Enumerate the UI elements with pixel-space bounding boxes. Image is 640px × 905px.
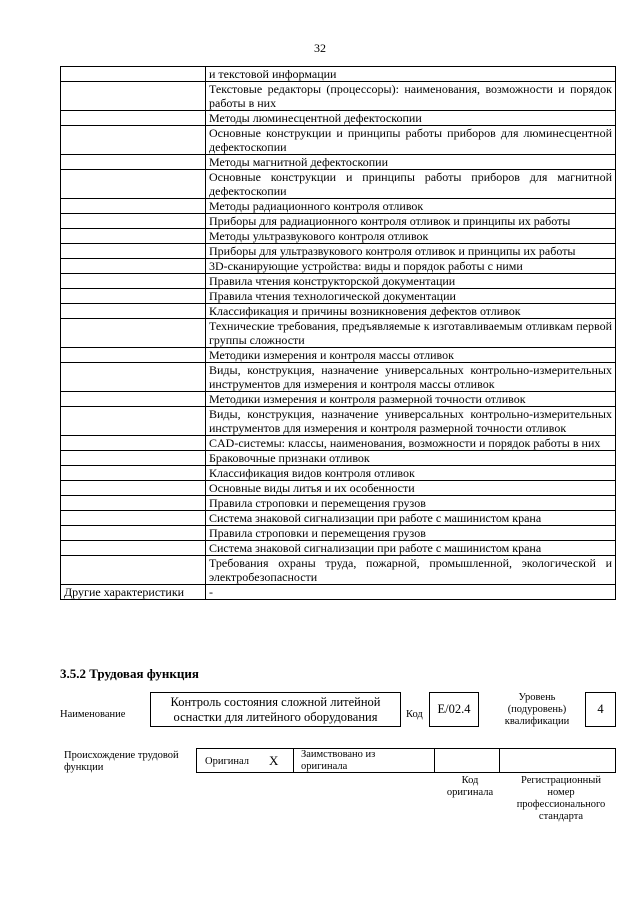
knowledge-item: Текстовые редакторы (процессоры): наименования, возможности и порядок работы в них [206,82,616,111]
table-row [61,289,616,304]
table-row [61,511,616,526]
knowledge-item: Методы магнитной дефектоскопии [206,155,616,170]
table-row [61,526,616,541]
knowledge-item: и текстовой информации [206,67,616,82]
empty-cell [61,229,206,244]
empty-cell [61,319,206,348]
empty-cell [61,348,206,363]
original-label: Оригинал [205,756,249,767]
table-row [61,556,616,585]
knowledge-item: Требования охраны труда, пожарной, промышленной, экологической и электробезопасности [206,556,616,585]
table-row [61,541,616,556]
page-number: 32 [314,41,326,55]
knowledge-item: Методики измерения и контроля размерной точности отливок [206,392,616,407]
empty-cell [61,111,206,126]
table-row [61,304,616,319]
level-box [585,692,616,727]
name-value: Контроль состояния сложной литейной оснастки для литейного оборудования [170,695,381,724]
empty-cell [61,363,206,392]
knowledge-item: Методы радиационного контроля отливок [206,199,616,214]
empty-cell [61,199,206,214]
table-row [61,392,616,407]
knowledge-item: Основные конструкции и принципы работы приборов для магнитной дефектоскопии [206,170,616,199]
empty-cell [61,289,206,304]
other-value: - [206,585,616,600]
original-mark: X [269,753,279,768]
knowledge-item: Приборы для радиационного контроля отливок и принципы их работы [206,214,616,229]
table-row [61,126,616,155]
knowledge-item: Система знаковой сигнализации при работе с машинистом крана [206,541,616,556]
level-label: Уровень (подуровень) квалификации [504,692,570,727]
origin-label: Происхождение трудовой функции [64,750,179,773]
knowledge-item: CAD-системы: классы, наименования, возможности и порядок работы в них [206,436,616,451]
knowledge-item: 3D-сканирующие устройства: виды и порядок работы с ними [206,259,616,274]
knowledge-item: Правила строповки и перемещения грузов [206,496,616,511]
knowledge-item: Правила строповки и перемещения грузов [206,526,616,541]
table-row [61,199,616,214]
table-row [61,407,616,436]
divider [499,749,500,772]
table-row [61,155,616,170]
table-row [61,319,616,348]
table-row [61,348,616,363]
knowledge-item: Классификация видов контроля отливок [206,466,616,481]
empty-cell [61,82,206,111]
empty-cell [61,304,206,319]
table-row [61,170,616,199]
empty-cell [61,170,206,199]
knowledge-item: Правила чтения конструкторской документации [206,274,616,289]
section-title: 3.5.2 Трудовая функция [60,666,199,681]
empty-cell [61,451,206,466]
table-row [61,229,616,244]
code-box [429,692,479,727]
table-row [61,481,616,496]
name-label: Наименование [60,709,126,720]
borrowed-label: Заимствовано из оригинала [301,749,376,772]
knowledge-item: Система знаковой сигнализации при работе с машинистом крана [206,511,616,526]
empty-cell [61,436,206,451]
code-label: Код [406,709,423,720]
empty-cell [61,259,206,274]
code-value: E/02.4 [437,702,471,716]
table-row-other [61,585,616,600]
knowledge-item: Основные виды литья и их особенности [206,481,616,496]
knowledge-item: Основные конструкции и принципы работы приборов для люминесцентной дефектоскопии [206,126,616,155]
empty-cell [61,496,206,511]
empty-cell [61,407,206,436]
knowledge-item: Методики измерения и контроля массы отливок [206,348,616,363]
table-row [61,363,616,392]
empty-cell [61,541,206,556]
code-original-label: Код оригинала [446,775,494,798]
knowledge-item: Классификация и причины возникновения дефектов отливок [206,304,616,319]
table-row [61,111,616,126]
empty-cell [61,392,206,407]
empty-cell [61,556,206,585]
empty-cell [61,466,206,481]
empty-cell [61,244,206,259]
table-row [61,451,616,466]
reg-number-label: Регистрационный номер профессионального стандарта [516,775,606,822]
empty-cell [61,511,206,526]
table-row [61,466,616,481]
knowledge-item: Приборы для ультразвукового контроля отливок и принципы их работы [206,244,616,259]
knowledge-item: Методы люминесцентной дефектоскопии [206,111,616,126]
table-row [61,436,616,451]
empty-cell [61,67,206,82]
knowledge-item: Виды, конструкция, назначение универсальных контрольно-измерительных инструментов для измерения и контроля размерной точности отливок [206,407,616,436]
table-row [61,244,616,259]
empty-cell [61,526,206,541]
table-row [61,214,616,229]
divider [293,749,294,772]
name-box [150,692,401,727]
table-row [61,82,616,111]
empty-cell [61,155,206,170]
divider [434,749,435,772]
empty-cell [61,481,206,496]
table-row [61,67,616,82]
knowledge-item: Виды, конструкция, назначение универсальных контрольно-измерительных инструментов для измерения и контроля массы отливок [206,363,616,392]
empty-cell [61,214,206,229]
knowledge-item: Технические требования, предъявляемые к изготавливаемым отливкам первой группы сложности [206,319,616,348]
table-row [61,259,616,274]
knowledge-item: Браковочные признаки отливок [206,451,616,466]
knowledge-item: Методы ультразвукового контроля отливок [206,229,616,244]
empty-cell [61,126,206,155]
knowledge-table [60,66,616,600]
table-row [61,496,616,511]
other-label: Другие характеристики [61,585,206,600]
knowledge-item: Правила чтения технологической документации [206,289,616,304]
table-row [61,274,616,289]
empty-cell [61,274,206,289]
level-value: 4 [597,702,604,716]
origin-table [196,748,616,773]
